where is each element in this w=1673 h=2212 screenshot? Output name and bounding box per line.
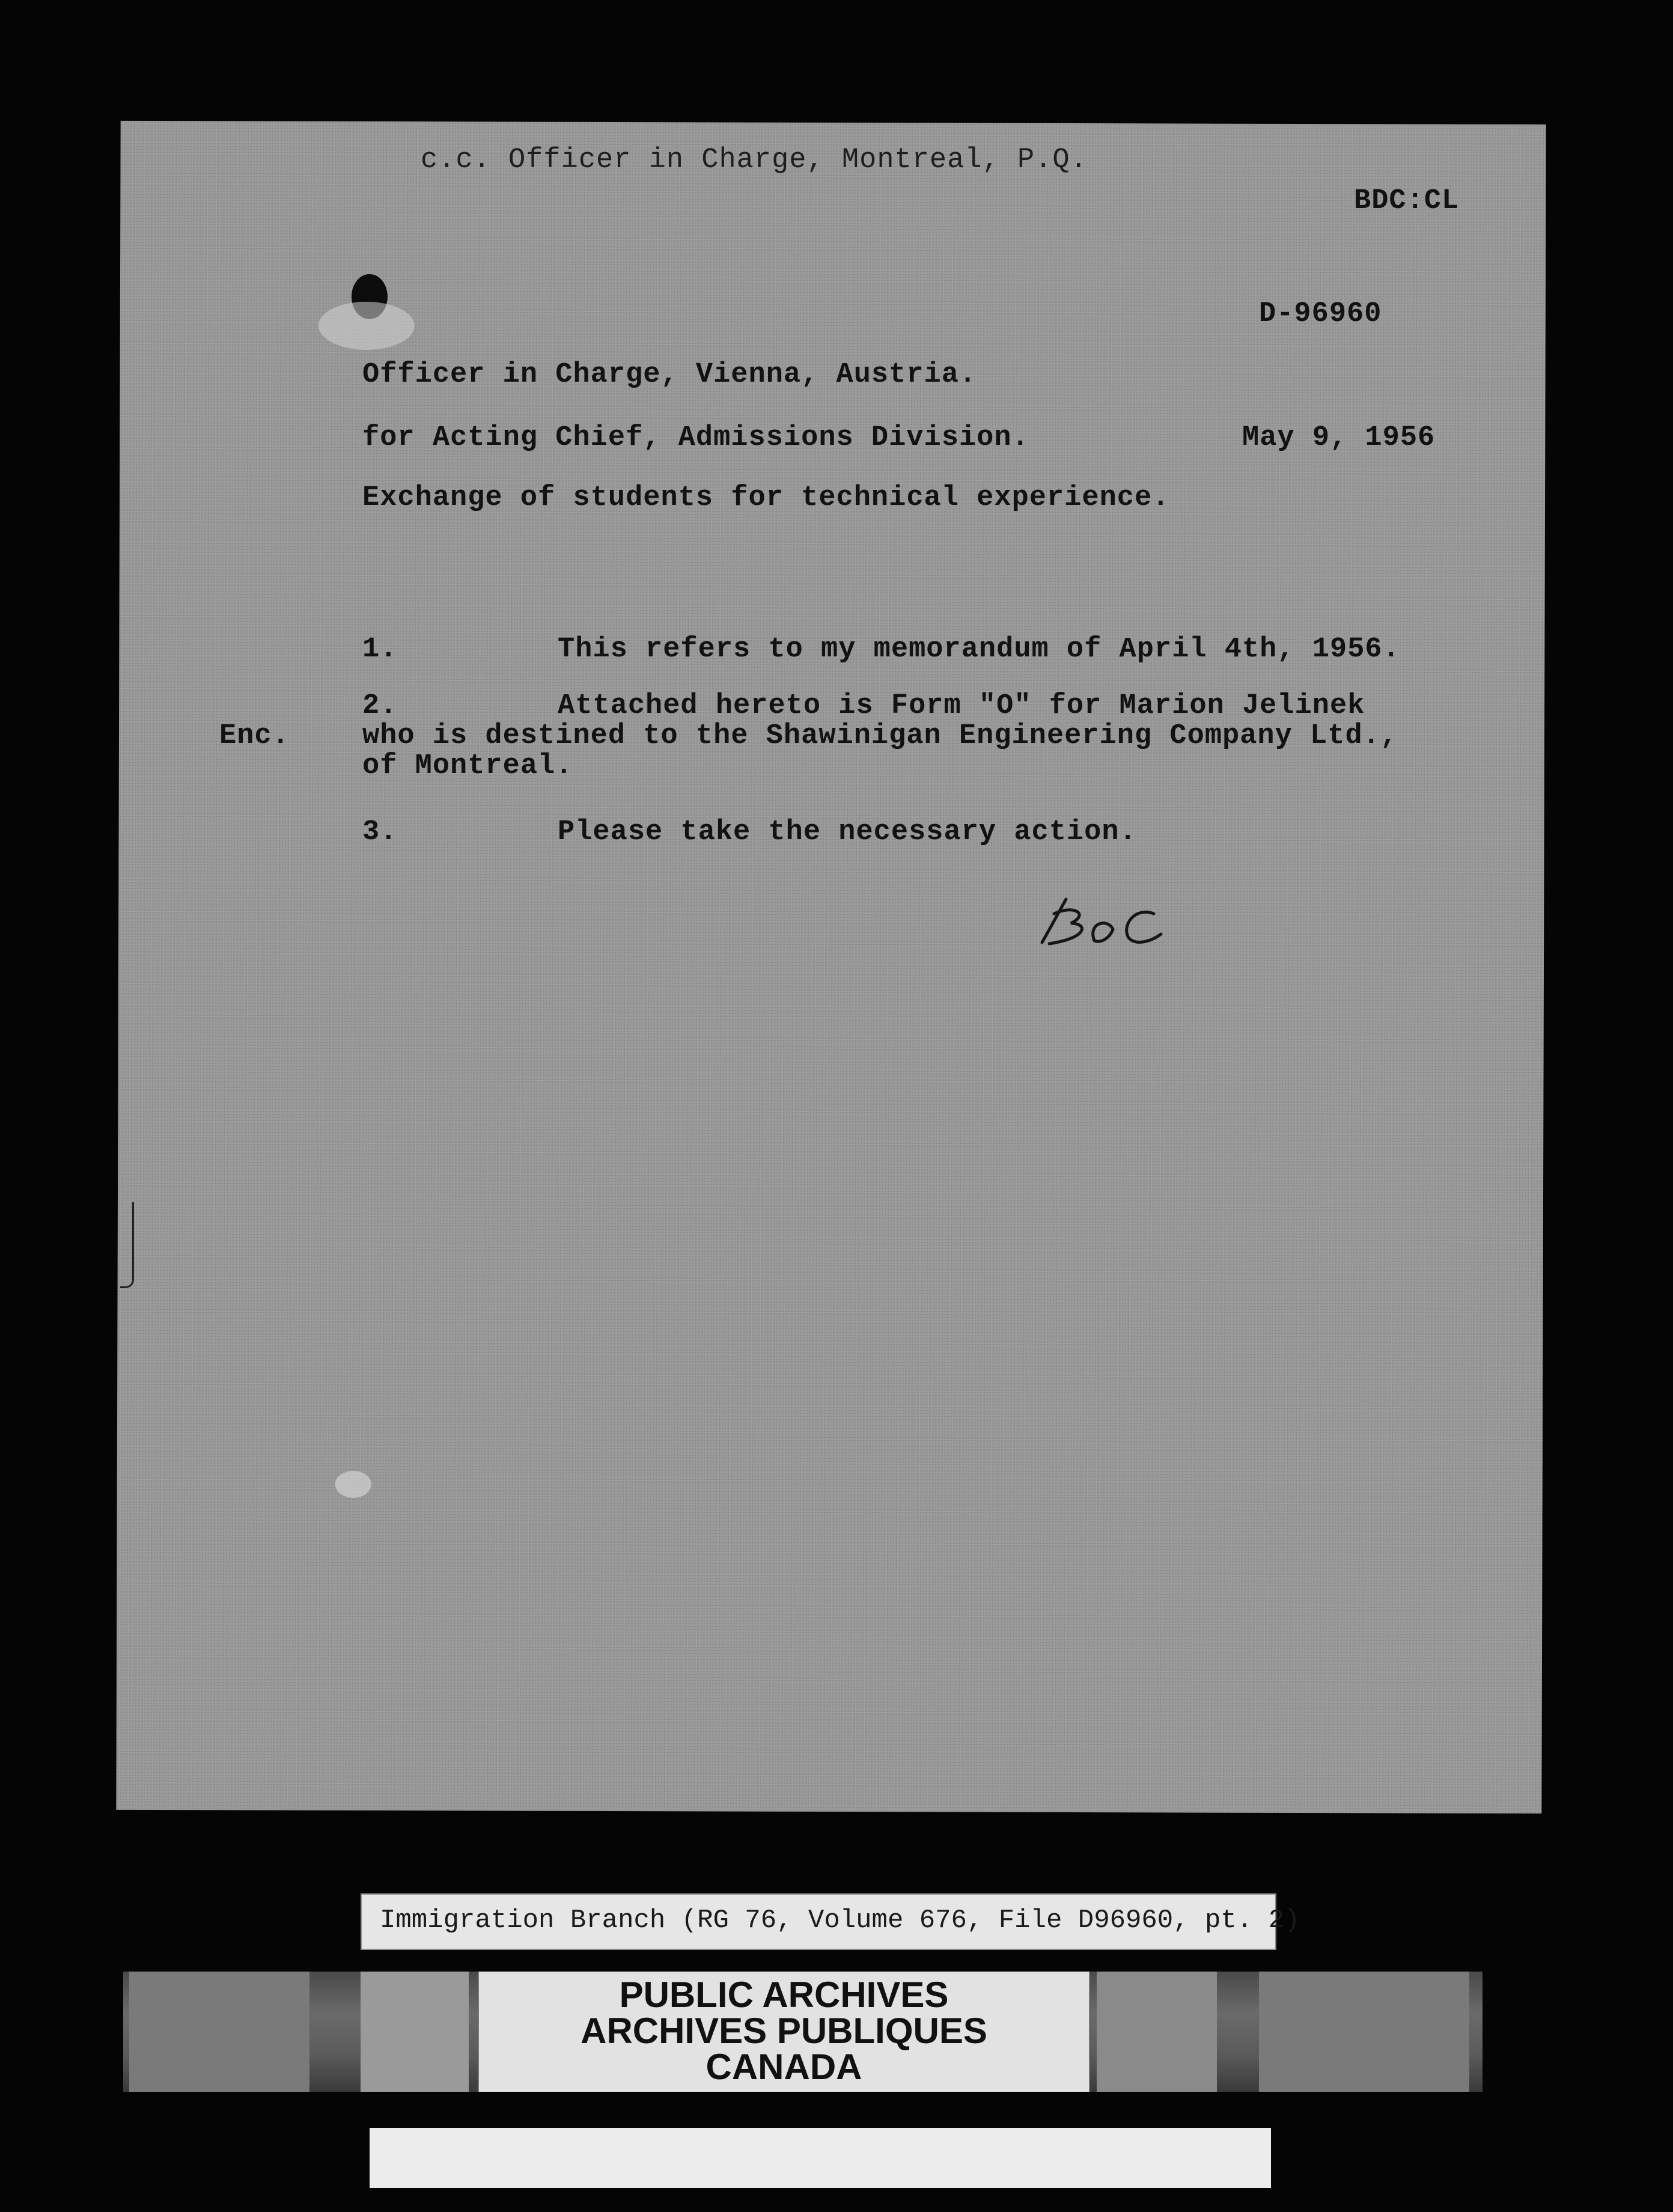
enclosure-note: Enc. bbox=[219, 720, 290, 752]
para2-line1: Attached hereto is Form "O" for Marion Jelinek bbox=[558, 690, 1365, 722]
para1-text: This refers to my memorandum of April 4th, 1956. bbox=[558, 634, 1400, 665]
para2-line2: who is destined to the Shawinigan Engineering Company Ltd., bbox=[362, 720, 1398, 752]
film-frame bbox=[361, 1972, 469, 2092]
paper-speck bbox=[335, 1471, 371, 1498]
paper-damage bbox=[318, 302, 415, 350]
reference-initials: BDC:CL bbox=[1354, 185, 1460, 217]
public-archives-stamp bbox=[478, 1972, 1090, 2092]
stamp-line-3: CANADA bbox=[705, 2047, 862, 2087]
archive-reference-text: Immigration Branch (RG 76, Volume 676, File D96960, pt. 2) bbox=[380, 1905, 1300, 1936]
stamp-line-2: ARCHIVES PUBLIQUES bbox=[581, 2011, 987, 2051]
film-frame bbox=[129, 1972, 309, 2092]
archive-reference-label bbox=[361, 1893, 1300, 1950]
handwritten-initials bbox=[1034, 890, 1178, 962]
para2-number: 2. bbox=[362, 690, 398, 722]
para3-number: 3. bbox=[362, 816, 398, 848]
memo-to: Officer in Charge, Vienna, Austria. bbox=[362, 359, 977, 391]
film-frame bbox=[1097, 1972, 1217, 2092]
memo-subject: Exchange of students for technical experience. bbox=[362, 482, 1170, 514]
para1-number: 1. bbox=[362, 634, 398, 665]
para3-text: Please take the necessary action. bbox=[558, 816, 1137, 848]
blank-label-card bbox=[370, 2128, 1271, 2188]
cc-line: c.c. Officer in Charge, Montreal, P.Q. bbox=[421, 144, 1088, 176]
memo-date: May 9, 1956 bbox=[1242, 422, 1436, 454]
stamp-line-1: PUBLIC ARCHIVES bbox=[619, 1975, 949, 2015]
memo-from: for Acting Chief, Admissions Division. bbox=[362, 422, 1029, 454]
margin-mark bbox=[120, 1202, 134, 1288]
para2-line3: of Montreal. bbox=[362, 750, 573, 782]
file-number: D-96960 bbox=[1259, 298, 1382, 330]
film-frame bbox=[1259, 1972, 1469, 2092]
